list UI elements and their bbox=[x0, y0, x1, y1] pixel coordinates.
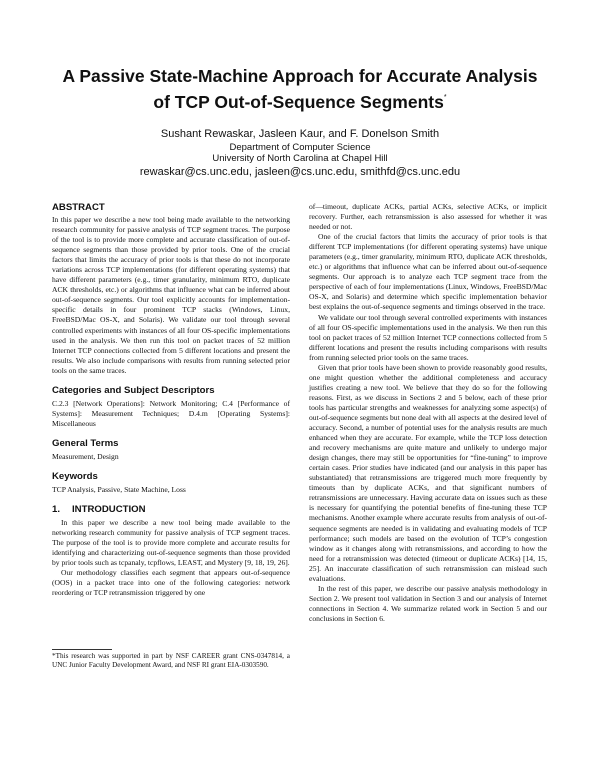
affiliation-university: University of North Carolina at Chapel Hill bbox=[212, 153, 388, 164]
introduction-title: INTRODUCTION bbox=[72, 503, 146, 515]
introduction-heading bbox=[52, 504, 290, 516]
right-column bbox=[309, 202, 547, 762]
body-paragraph-5: In the rest of this paper, we describe our passive analysis methodology in Section 2. We present tool validation in Section 3 and our analysis of Internet connections in Section 4. We summarize related work in Section 5 and our conclusions in Section 6. bbox=[309, 583, 547, 623]
categories-heading: Categories and Subject Descriptors bbox=[52, 384, 215, 396]
keywords-heading: Keywords bbox=[52, 470, 98, 482]
introduction-paragraph-1: In this paper we describe a new tool being made available to the networking research community for passive analysis of TCP segment traces. The purpose of the tool is to provide more complete and accurate results for identifying and characterizing out-of-sequence segments than those provided by prior tools such as tcpanaly, tcpflows, LEAST, and Mystery [9, 18, 19, 26]. bbox=[52, 517, 290, 568]
author-emails: rewaskar@cs.unc.edu, jasleen@cs.unc.edu, smithfd@cs.unc.edu bbox=[139, 166, 461, 178]
general-terms-text: Measurement, Design bbox=[52, 451, 119, 461]
body-paragraph-1: of—timeout, duplicate ACKs, partial ACKs, selective ACKs, or implicit recovery. Further, each retransmission is also assessed for whether it was needed or not. bbox=[309, 202, 547, 232]
author-list: Sushant Rewaskar, Jasleen Kaur, and F. Donelson Smith bbox=[160, 128, 440, 140]
body-paragraph-2: One of the crucial factors that limits the accuracy of prior tools is that different TCP implementations (for different operating systems) have unique parameters (e.g., timer granularity, minimum RTO, duplicate ACK thresholds, etc.) or algorithms that influence what can be inferred about out-of-sequence segments. Our approach is to analyze each TCP segment trace from the perspective of each of four implementations (Linux, Windows, FreeBSD/Mac OS-X, and Solaris) and determine which specific implementation behavior best explains the out-of-sequence segments and timings observed in the trace. bbox=[309, 232, 547, 312]
keywords-text: TCP Analysis, Passive, State Machine, Loss bbox=[52, 484, 186, 494]
footnote: *This research was supported in part by NSF CAREER grant CNS-0347814, a UNC Junior Faculty Development Award, and NSF RI grant EIA-0303590. bbox=[52, 652, 290, 670]
abstract-text: In this paper we describe a new tool being made available to the networking research community for passive analysis of TCP segment traces. The purpose of the tool is to provide more complete and accurate classification of out-of-sequence segments than those provided by prior tools. One of the crucial factors that limits the accuracy of prior tools is that these do not incorporate variations across TCP implementations (for different operating systems) that have different parameters (e.g., timer granularity, minimum RTO, duplicate ACK thresholds, etc.) or algorithms that influence what can be inferred about out-of-sequence segments. Our tool explicitly accounts for implementation-specific details in four prominent TCP stacks (Windows, Linux, FreeBSD/Mac OS-X, and Solaris). We validate our tool through several controlled experiments with instances of all four OS-specific implementations used in the analysis. We then run this tool on packet traces of 52 million Internet TCP connections collected from 5 different locations and present the results. We also include comparisons with results from running selected prior tools on the same traces. bbox=[52, 215, 290, 375]
introduction-paragraph-2: Our methodology classifies each segment that appears out-of-sequence (OOS) in a packet trace into one of the following categories: network reordering or TCP retransmission triggered by one bbox=[52, 568, 290, 598]
title-footnote-mark: * bbox=[443, 94, 447, 101]
abstract-heading: ABSTRACT bbox=[52, 202, 105, 213]
footnote-rule bbox=[52, 649, 112, 650]
affiliation-department: Department of Computer Science bbox=[229, 142, 371, 153]
affiliation bbox=[40, 142, 560, 164]
categories-text: C.2.3 [Network Operations]: Network Monitoring; C.4 [Performance of Systems]: Measurement Techniques; D.4.m [Operating Systems]: Miscellaneous bbox=[52, 398, 290, 428]
introduction-number: 1. bbox=[52, 503, 61, 515]
left-column bbox=[52, 202, 290, 742]
general-terms-heading: General Terms bbox=[52, 437, 119, 449]
title-line-2 bbox=[40, 87, 560, 113]
paper-title bbox=[40, 66, 560, 113]
body-paragraph-3: We validate our tool through several controlled experiments with instances of all four OS-specific implementations used in the analysis. We then run this tool on packet traces of 52 million Internet TCP connections collected from 5 different locations and present the results including comparisons with results from running selected prior tools on the same traces. bbox=[309, 312, 547, 362]
title-line-2-text: of TCP Out-of-Sequence Segments bbox=[153, 92, 444, 112]
title-line-1: A Passive State-Machine Approach for Accurate Analysis bbox=[62, 66, 538, 86]
body-paragraph-4: Given that prior tools have been shown to provide reasonably good results, one might question whether the additional completeness and accuracy justifies creating a new tool. We believe that they do so for the following reasons. First, as we discuss in Sections 2 and 5 below, each of these prior tools has particular strengths and weaknesses for analyzing some aspect(s) of out-of-sequence segments but none deal with all aspects at the desired level of accuracy. Second, a number of potential uses for the analysis results are much enhanced when they are accurate. For example, while the TCP loss detection and recovery mechanisms are quite mature and unlikely to undergo major design changes, there may still be opportunities for “fine-tuning” to improve certain cases. Prior studies have indicated (and our analysis in this paper has substantiated) that retransmissions are triggered much more frequently by timeouts than by duplicate ACKs, and that significant numbers of retransmissions are unnecessary. Having accurate data on issues such as these is necessary for quantifying the potential benefits of fine-tuning these TCP mechanisms. Another example where accurate results from analysis of out-of-sequence segments are needed is in validating and evaluating models of TCP performance; such models are based on the evolution of TCP’s congestion window as it changes along with retransmissions, and according to how the need for a retransmission was detected (timeout or duplicate ACKs) [14, 15, 25]. An inaccurate classification of such retransmission can mislead such evaluations. bbox=[309, 362, 547, 583]
